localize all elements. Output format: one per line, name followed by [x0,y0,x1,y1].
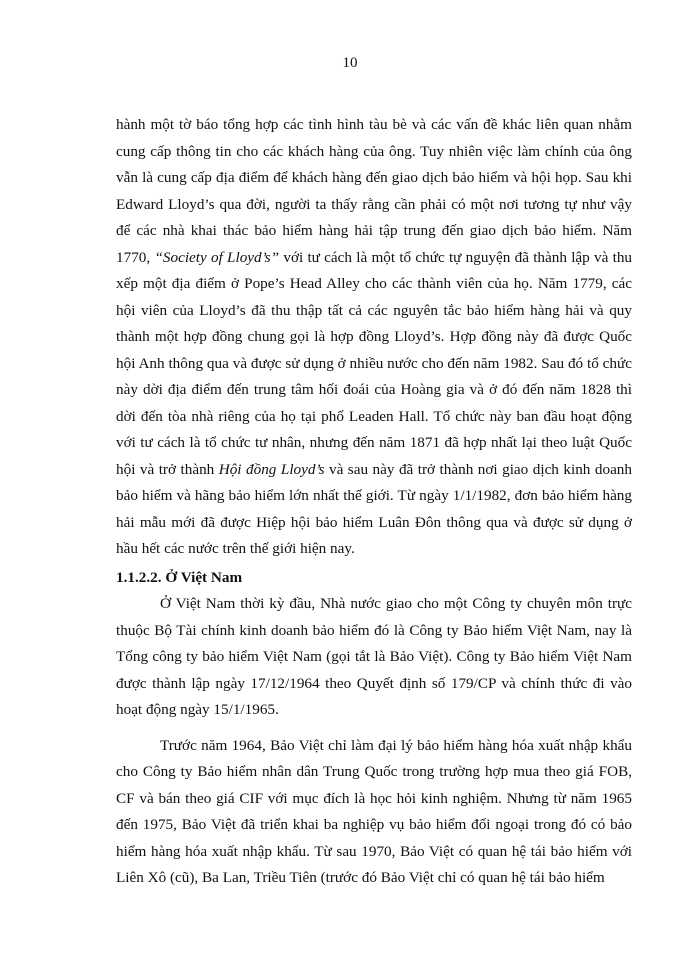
paragraph-vietnam-intro: Ở Việt Nam thời kỳ đầu, Nhà nước giao cho một Công ty chuyên môn trực thuộc Bộ Tài chính kinh doanh bảo hiểm đó là Công ty Bảo hiểm Việt Nam, nay là Tổng công ty bảo hiểm Việt Nam (gọi tắt là Bảo Việt). Công ty Bảo hiểm Việt Nam được thành lập ngày 17/12/1964 theo Quyết định số 179/CP và chính thức đi vào hoạt động ngày 15/1/1965. [116,595,632,718]
italic-hoi-dong-lloyds: Hội đồng Lloyd’s [218,460,325,478]
italic-society-of-lloyds: “Society of Lloyd’s” [154,248,280,266]
paragraph-lloyds-history [116,112,632,563]
paragraph-bao-viet-history: Trước năm 1964, Bảo Việt chỉ làm đại lý bảo hiểm hàng hóa xuất nhập khẩu cho Công ty Bảo hiểm nhân dân Trung Quốc trong trường hợp mua theo giá FOB, CF và bán theo giá CIF với mục đích là học hỏi kinh nghiệm. Nhưng từ năm 1965 đến 1975, Bảo Việt đã triển khai ba nghiệp vụ bảo hiểm đối ngoại trong đó có bảo hiểm hàng hóa xuất nhập khẩu. Từ sau 1970, Bảo Việt có quan hệ tái bảo hiểm với Liên Xô (cũ), Ba Lan, Triều Tiên (trước đó Bảo Việt chỉ có quan hệ tái bảo hiểm [116,736,632,886]
paragraph-text: và sau này đã trở thành nơi giao dịch kinh doanh bảo hiểm và hãng bảo hiểm lớn nhất thế giới. Từ ngày 1/1/1982, đơn bảo hiểm hàng hải mẫu mới đã được Hiệp hội bảo hiểm Luân Đôn thông qua và được sử dụng ở hầu hết các nước trên thế giới hiện nay. [116,460,632,557]
section-heading: 1.1.2.2. Ở Việt Nam [116,568,243,586]
document-body [116,112,632,892]
paragraph-text: với tư cách là một tổ chức tự nguyện đã thành lập và thu xếp một địa điểm ở Pope’s Head Alley cho các thành viên của họ. Năm 1779, các hội viên của Lloyd’s đã thu thập tất cả các nguyên tắc bảo hiểm hàng hải và quy thành một hợp đồng chung gọi là hợp đồng Lloyd’s. Hợp đồng này đã được Quốc hội Anh thông qua và được sử dụng ở nhiều nước cho đến năm 1982. Sau đó tổ chức này dời địa điểm đến trung tâm hối đoái của Hoàng gia và ở đó đến năm 1828 thì dời đến tòa nhà riêng của họ tại phố Leaden Hall. Tổ chức này ban đầu hoạt động với tư cách là tổ chức tư nhân, nhưng đến năm 1871 đã hợp nhất lại theo luật Quốc hội và trở thành [116,248,633,478]
paragraph-text: hành một tờ báo tổng hợp các tình hình tàu bè và các vấn đề khác liên quan nhằm cung cấp thông tin cho các khách hàng của ông. Tuy nhiên việc làm chính của ông vẫn là cung cấp địa điểm để khách hàng đến giao dịch bảo hiểm và hội họp. Sau khi Edward Lloyd’s qua đời, người ta thấy rằng cần phải có một nơi tương tự như vậy để các nhà khai thác bảo hiểm hàng hải tập trung đến giao dịch bảo hiểm. Năm 1770, [116,116,632,266]
page-number: 10 [342,55,358,71]
